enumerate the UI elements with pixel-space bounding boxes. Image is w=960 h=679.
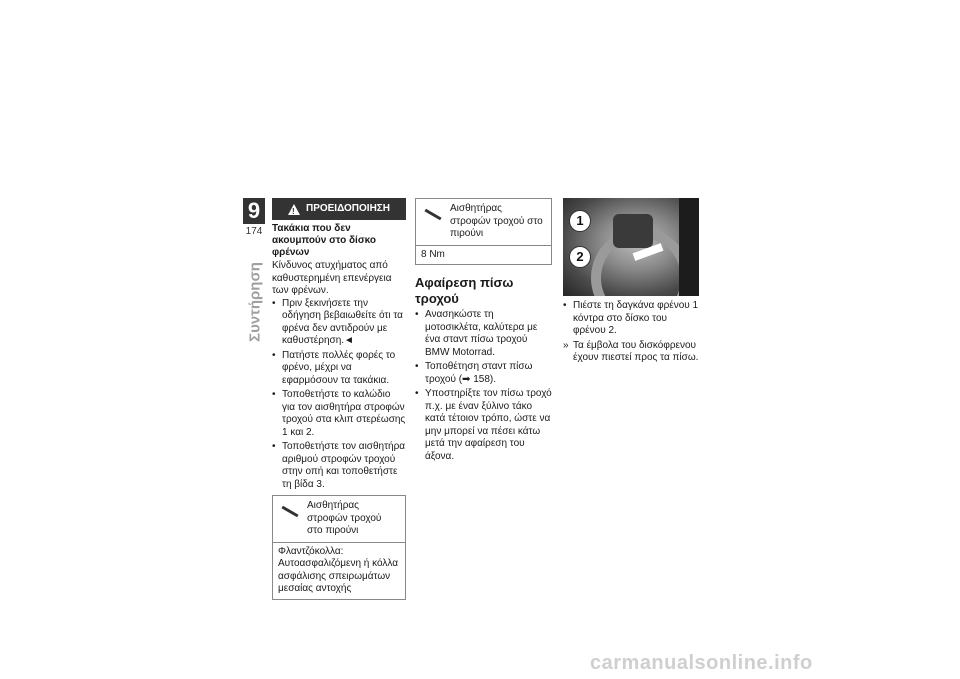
chapter-number: 9 [243, 198, 265, 224]
column-3 [563, 198, 699, 367]
list-item: • Τοποθετήστε το καλώδιο για τον αισθητήρα στροφών τροχού στα κλιπ στερέωσης 1 και 2. [272, 389, 406, 438]
note-header [416, 199, 551, 245]
result-item: » Τα έμβολα του δισκόφρενου έχουν πιεστεί προς τα πίσω. [563, 339, 699, 363]
torque-note-box [415, 198, 552, 265]
section-heading: Αφαίρεση πίσω τροχού [415, 275, 514, 306]
warning-bar [272, 198, 406, 220]
list-item: • Ανασηκώστε τη μοτοσικλέτα, καλύτερα με ένα σταντ πίσω τροχού BMW Motorrad. [415, 309, 538, 358]
warning-heading: Τακάκια που δεν ακουμπούν στο δίσκο φρένων [272, 223, 377, 258]
photo-label-2: 2 [569, 246, 591, 268]
column-1 [272, 198, 406, 600]
list-item: • Πατήστε πολλές φορές το φρένο, μέχρι να εφαρμόσουν τα τακάκια. [272, 349, 396, 386]
warning-intro: Κίνδυνος ατυχήματος από καθυστερημένη επενέργεια των φρένων. [272, 260, 392, 296]
torque-value: 8 Nm [416, 245, 551, 265]
warning-title: ΠΡΟΕΙΔΟΠΟΙΗΣΗ [305, 202, 391, 214]
watermark: carmanualsonline.info [590, 652, 813, 674]
section-title [240, 262, 270, 342]
list-item: • Τοποθέτηση σταντ πίσω τροχού (➡ 158). [415, 361, 533, 385]
removal-bullets [415, 309, 552, 463]
caliper-steps [563, 300, 699, 365]
brake-caliper-photo [563, 198, 699, 296]
warning-bullets [272, 298, 406, 492]
list-item: • Πριν ξεκινήσετε την οδήγηση βεβαιωθείτε ότι τα φρένα δεν αντιδρούν με καθυστέρηση.◄ [272, 297, 403, 346]
column-2 [415, 198, 552, 465]
list-item: • Υποστηρίξτε τον πίσω τροχό π.χ. με έναν ξύλινο τάκο κατά τέτοιον τρόπο, ώστε να μην μπορεί να πέσει κάτω μετά την αφαίρεση του άξονα. [415, 388, 552, 462]
section-title-text: Συντήρηση [246, 262, 264, 342]
note-body: Φλαντζόκολλα: Αυτοασφαλιζόμενη ή κόλλα ασφάλισης σπειρωμάτων μεσαίας αντοχής [273, 542, 405, 599]
page-number: 174 [245, 226, 263, 237]
warning-triangle-icon [288, 204, 300, 215]
wrench-note-icon [422, 203, 444, 241]
note-header [273, 496, 405, 542]
list-item: • Πιέστε τη δαγκάνα φρένου 1 κόντρα στο δίσκο του φρένου 2. [563, 300, 699, 336]
note-title: Αισθητήρας στροφών τροχού στο πιρούνι [450, 203, 543, 239]
adhesive-note-box [272, 495, 406, 600]
note-title: Αισθητήρας στροφών τροχού στο πιρούνι [307, 500, 382, 536]
wrench-note-icon [279, 500, 301, 538]
list-item: • Τοποθετήστε τον αισθητήρα αριθμού στροφών τροχού στην οπή και τοποθετήστε τη βίδα 3. [272, 441, 406, 490]
photo-label-1: 1 [569, 210, 591, 232]
